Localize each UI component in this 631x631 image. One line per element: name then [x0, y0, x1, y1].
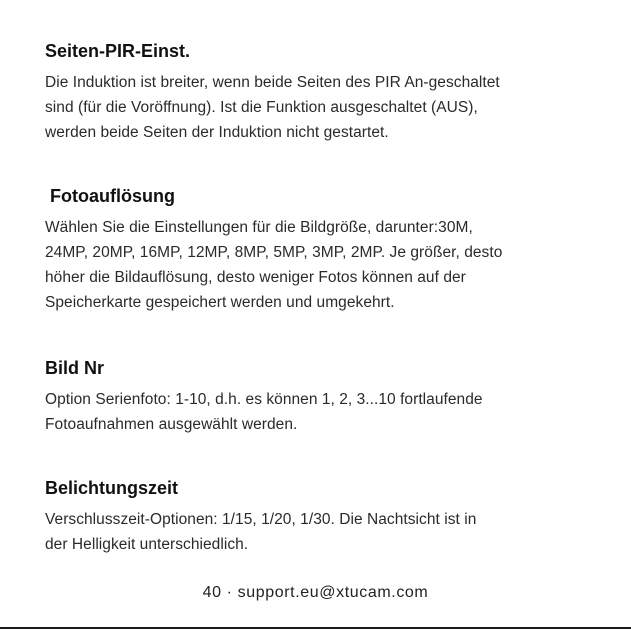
section-heading: Belichtungszeit	[45, 478, 179, 498]
section-body	[45, 507, 605, 557]
body-line: werden beide Seiten der Induktion nicht gestartet.	[45, 124, 389, 141]
body-line: sind (für die Voröffnung). Ist die Funktion ausgeschaltet (AUS),	[45, 99, 478, 116]
section-body	[45, 387, 605, 437]
section-heading: Seiten-PIR-Einst.	[45, 41, 191, 61]
section-side-pir	[45, 40, 605, 145]
body-line: Fotoaufnahmen ausgewählt werden.	[45, 416, 298, 433]
section-exposure-time	[45, 477, 605, 557]
body-line: Die Induktion ist breiter, wenn beide Seiten des PIR An-geschaltet	[45, 74, 500, 91]
body-line: der Helligkeit unterschiedlich.	[45, 536, 249, 553]
page-footer: 40 · support.eu@xtucam.com	[202, 584, 429, 601]
section-heading: Bild Nr	[45, 358, 105, 378]
section-body	[45, 215, 605, 315]
section-body	[45, 70, 605, 145]
body-line: Speicherkarte gespeichert werden und umgekehrt.	[45, 294, 395, 311]
section-photo-resolution	[45, 185, 605, 315]
section-image-number	[45, 357, 605, 437]
bottom-divider	[0, 627, 631, 629]
body-line: höher die Bildauflösung, desto weniger Fotos können auf der	[45, 269, 466, 286]
body-line: Option Serienfoto: 1-10, d.h. es können 1, 2, 3...10 fortlaufende	[45, 391, 483, 408]
section-heading: Fotoauflösung	[45, 186, 175, 206]
body-line: 24MP, 20MP, 16MP, 12MP, 8MP, 5MP, 3MP, 2MP. Je größer, desto	[45, 244, 503, 261]
body-line: Wählen Sie die Einstellungen für die Bildgröße, darunter:30M,	[45, 219, 473, 236]
body-line: Verschlusszeit-Optionen: 1/15, 1/20, 1/30. Die Nachtsicht ist in	[45, 511, 477, 528]
